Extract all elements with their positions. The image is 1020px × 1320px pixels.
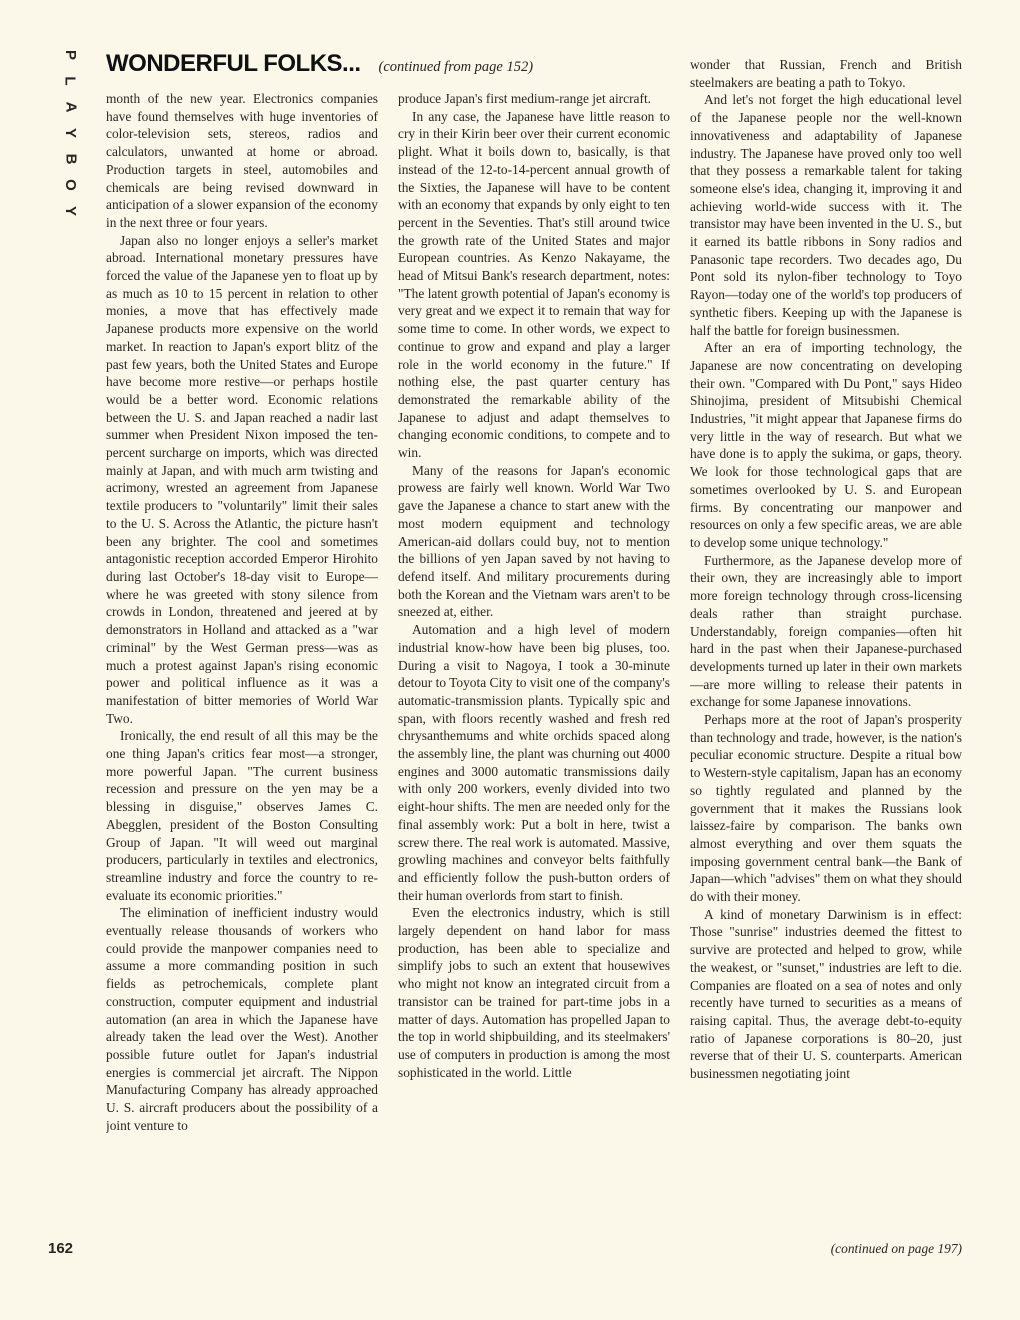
text-column-1: [106, 90, 378, 1268]
masthead-letter: L: [61, 76, 79, 86]
paragraph: month of the new year. Electronics companies have found themselves with huge inventories of color-television sets, stereos, radios and calculators, unwanted at home or abroad. Production targets in steel, automobiles and chemicals are being revised downward in anticipation of a slower expansion of the economy in the next three or four years.: [106, 91, 378, 230]
paragraph: wonder that Russian, French and British steelmakers are beating a path to Tokyo.: [690, 57, 962, 90]
masthead-letter: O: [61, 179, 79, 191]
paragraph: In any case, the Japanese have little reason to cry in their Kirin beer over their current economic plight. What it boils down to, basically, is that instead of the 12-to-14-percent annual growth of the Sixties, the Japanese will have to be content with an economy that expands by only eight to ten percent in the Seventies. That's still around twice the growth rate of the United States and major European countries. As Kenzo Nakayame, the head of Mitsui Bank's research department, notes: "The latent growth potential of Japan's economy is very great and we expect it to remain that way for some time to come. In other words, we expect to continue to grow and expand and play a larger role in the world economy in the future." If nothing else, the past quarter century has demonstrated the remarkable ability of the Japanese to adjust and adapt themselves to changing economic conditions, to compete and to win.: [398, 108, 670, 461]
masthead-letter: Y: [61, 205, 79, 217]
masthead-letter: A: [62, 101, 79, 113]
text-column-2: [398, 90, 670, 1268]
paragraph: produce Japan's first medium-range jet aircraft.: [398, 91, 652, 106]
paragraph: Perhaps more at the root of Japan's prosperity than technology and trade, however, is the nation's peculiar economic structure. Despite a ritual bow to Western-style capitalism, Japan has an economy so tightly regulated and planned by the government that it makes the Russians look laissez-faire by comparison. The banks own almost everything and over them squats the imposing government central bank—the Bank of Japan—which "advises" them on what they should do with their money.: [690, 712, 962, 905]
paragraph: The elimination of inefficient industry would eventually release thousands of workers who could provide the manpower companies need to assume a more commanding position in such fields as petrochemicals, complete plant construction, computer equipment and industrial automation (an area in which the Japanese have already taken the lead over the West). Another possible future outlet for Japan's industrial energies is commercial jet aircraft. The Nippon Manufacturing Company has already approached U. S. aircraft producers about the possibility of a joint venture to: [106, 905, 378, 1133]
article-title: WONDERFUL FOLKS...: [106, 50, 361, 77]
paragraph: Many of the reasons for Japan's economic prowess are fairly well known. World War Two gave the Japanese a chance to start anew with the most modern equipment and technology American-aid dollars could buy, not to mention the billions of yen Japan saved by not having to defend itself. And military procurements during both the Korean and the Vietnam wars aren't to be sneezed at, either.: [398, 462, 670, 620]
masthead-letter: Y: [61, 127, 79, 139]
paragraph: Furthermore, as the Japanese develop more of their own, they are increasingly able to import more foreign technology through cross-licensing deals rather than straight purchase. Understandably, foreign companies—often hit hard in the past when their Japanese-purchased developments turned up later in their own markets—are more willing to release their patents in exchange for some Japanese innovations.: [690, 552, 962, 710]
paragraph: Ironically, the end result of all this may be the one thing Japan's critics fear most—a stronger, more powerful Japan. "The current business recession and pressure on the yen may be a blessing in disguise," observes James C. Abegglen, president of the Boston Consulting Group of Japan. "It will weed out marginal producers, particularly in textiles and electronics, streamline industry and force the country to re-evaluate its economic priorities.": [106, 728, 378, 903]
page-number: 162: [48, 1240, 74, 1257]
paragraph: And let's not forget the high educational level of the Japanese people nor the well-known innovativeness and adaptability of Japanese industry. The Japanese have proved only too well that they possess a remarkable talent for taking someone else's idea, changing it, improving it and achieving world-wide success with it. The transistor may have been invented in the U. S., but it earned its battle ribbons in Sony radios and Panasonic tape recorders. Two decades ago, Du Pont sold its nylon-fiber technology to Toyo Rayon—today one of the world's top producers of synthetic fibers. Keeping up with the Japanese is half the battle for foreign businessmen.: [690, 92, 962, 338]
masthead-letter: B: [62, 153, 79, 165]
paragraph: Even the electronics industry, which is still largely dependent on hand labor for mass production, has been able to specialize and simplify jobs to such an extent that housewives who might not know an integrated circuit from a transistor can be trained for part-time jobs in a matter of days. Automation has propelled Japan to the top in world shipbuilding, and its steelmakers' use of computers in production is among the most sophisticated in the world. Little: [398, 905, 670, 1080]
continued-on-note: (continued on page 197): [830, 1241, 962, 1256]
paragraph: A kind of monetary Darwinism is in effect: Those "sunrise" industries deemed the fittest to survive are protected and helped to grow, while the weakest, or "sunset," industries are left to die. Companies are floated on a sea of notes and only recently have turned to securities as a means of raising capital. Thus, the average debt-to-equity ratio of Japanese corporations is 80–20, just reverse that of their U. S. counterparts. American businessmen negotiating joint: [690, 906, 962, 1082]
paragraph: After an era of importing technology, the Japanese are now concentrating on developing their own. "Compared with Du Pont," says Hideo Shinojima, president of Mitsubishi Chemical Industries, "it might appear that Japanese firms do very little in the way of research. But what we have done is to apply the sukima, or gaps, theory. We look for those technological gaps that are sometimes overlooked by U. S. and European firms. By concentrating our manpower and resources on only a few specific areas, we are able to develop some unique technology.": [690, 340, 962, 550]
continued-from-note: (continued from page 152): [378, 59, 534, 75]
text-column-3: [690, 56, 962, 1268]
magazine-masthead-vertical: [50, 42, 90, 224]
paragraph: Automation and a high level of modern industrial know-how have been big pluses, too. During a visit to Nagoya, I took a 30-minute detour to Toyota City to visit one of the company's automatic-transmission plants. Typically spic and span, with floors recently washed and fresh red chrysanthemums and white orchids spaced along the assembly line, the plant was churning out 4000 engines and 3000 automatic transmissions daily with only 200 workers, evenly divided into two eight-hour shifts. The men are needed only for the final assembly work: Put a bolt in here, twist a screw there. The real work is automated. Massive, growling machines and conveyor belts faithfully and efficiently follow the push-button orders of their human overlords from start to finish.: [398, 622, 670, 903]
article-header: [106, 50, 576, 90]
masthead-letter: P: [61, 49, 79, 61]
paragraph: Japan also no longer enjoys a seller's market abroad. International monetary pressures have forced the value of the Japanese yen to float up by as much as 10 to 15 percent in relation to other monies, a move that has effectively made Japanese products more expensive on the world market. In reaction to Japan's export blitz of the past few years, both the United States and Europe have become more restive—or perhaps hostile would be a better word. Economic relations between the U. S. and Japan reached a nadir last summer when President Nixon imposed the ten-percent surcharge on imports, which was directed mainly at Japan, and with much arm twisting and acrimony, wrested an agreement from Japanese textile producers to "voluntarily" limit their sales to the U. S. Across the Atlantic, the picture hasn't been any brighter. The cool and sometimes antagonistic reception accorded Emperor Hirohito during last October's 18-day visit to Europe—where he was greeted with stony silence from crowds in London, threatened and jeered at by demonstrators in Holland and attacked as a "war criminal" by the West German press—was as much a protest against Japan's rising economic power and political influence as it was a manifestation of bitter memories of World War Two.: [106, 232, 378, 726]
